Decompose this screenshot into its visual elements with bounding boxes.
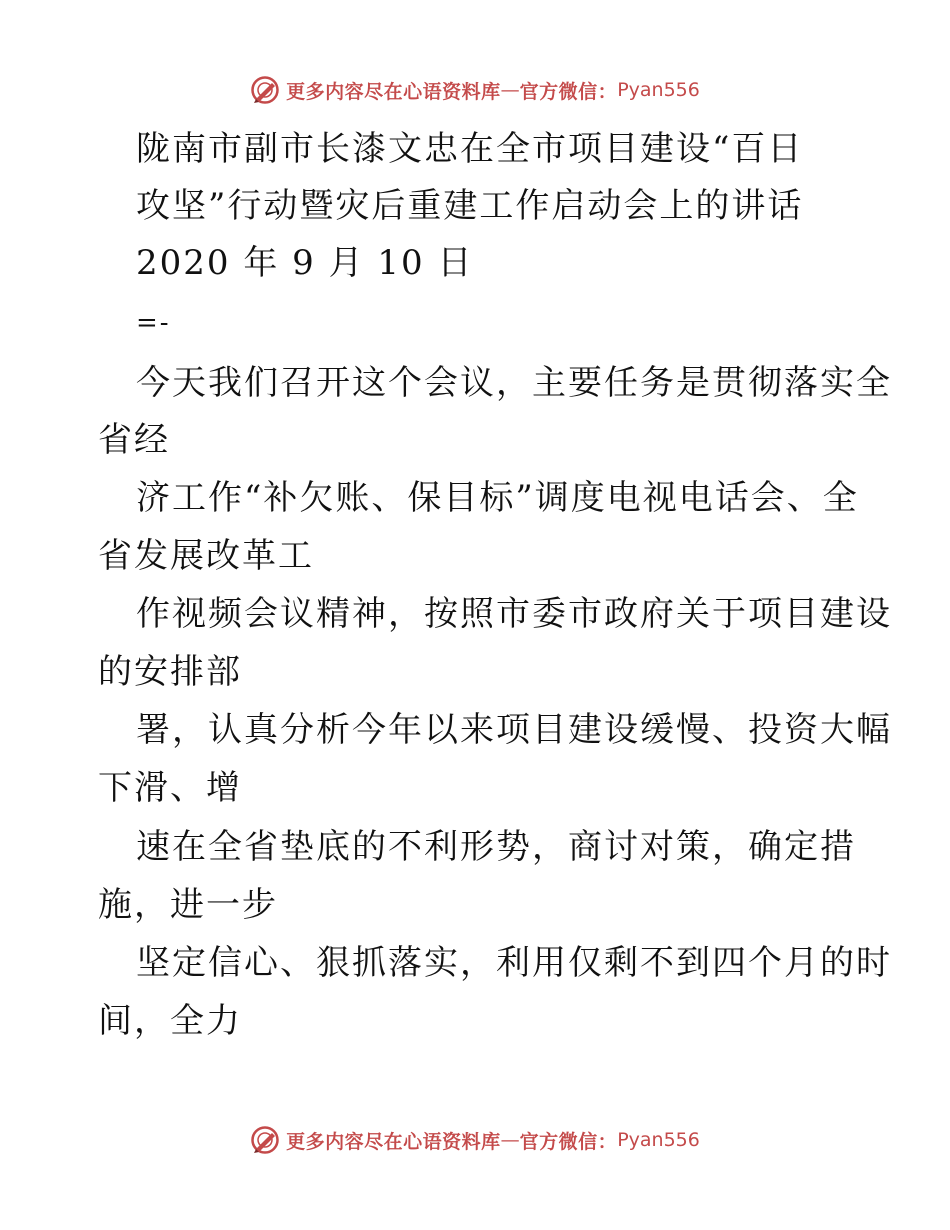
body-line: 省发展改革工 [98, 536, 314, 576]
body-line: 济工作“补欠账、保目标”调度电视电话会、全 [136, 478, 859, 518]
pen-logo-icon [250, 75, 280, 105]
banner-wechat-label: 官方微信： [519, 80, 618, 103]
banner-wechat-id: Pyan556 [617, 1129, 700, 1151]
banner-wechat-label: 官方微信： [519, 1130, 618, 1153]
document-title-line-2: 攻坚”行动暨灾后重建工作启动会上的讲话 [136, 186, 804, 226]
body-line: 速在全省垫底的不利形势，商讨对策，确定措 [136, 827, 856, 867]
body-line: 的安排部 [98, 652, 242, 692]
body-line: 署，认真分析今年以来项目建设缓慢、投资大幅 [136, 710, 892, 750]
body-line: 间，全力 [98, 1001, 242, 1041]
body-line: 省经 [98, 420, 170, 460]
document-date: 2020 年 9 月 10 日 [136, 243, 474, 283]
document-title-line-1: 陇南市副市长漆文忠在全市项目建设“百日 [136, 129, 804, 169]
body-line: 今天我们召开这个会议，主要任务是贯彻落实全 [136, 363, 892, 403]
pen-logo-icon [250, 1125, 280, 1155]
section-mark: =- [136, 308, 171, 338]
header-banner [0, 70, 950, 110]
footer-banner [0, 1120, 950, 1160]
body-line: 下滑、增 [98, 768, 242, 808]
body-line: 坚定信心、狠抓落实，利用仅剩不到四个月的时 [136, 943, 892, 983]
banner-wechat-id: Pyan556 [617, 79, 700, 101]
body-line: 施，进一步 [98, 885, 278, 925]
body-line: 作视频会议精神，按照市委市政府关于项目建设 [136, 594, 892, 634]
banner-separator: — [500, 79, 520, 101]
banner-main-text: 更多内容尽在心语资料库 [286, 1130, 501, 1153]
banner-main-text: 更多内容尽在心语资料库 [286, 80, 501, 103]
banner-separator: — [500, 1129, 520, 1151]
